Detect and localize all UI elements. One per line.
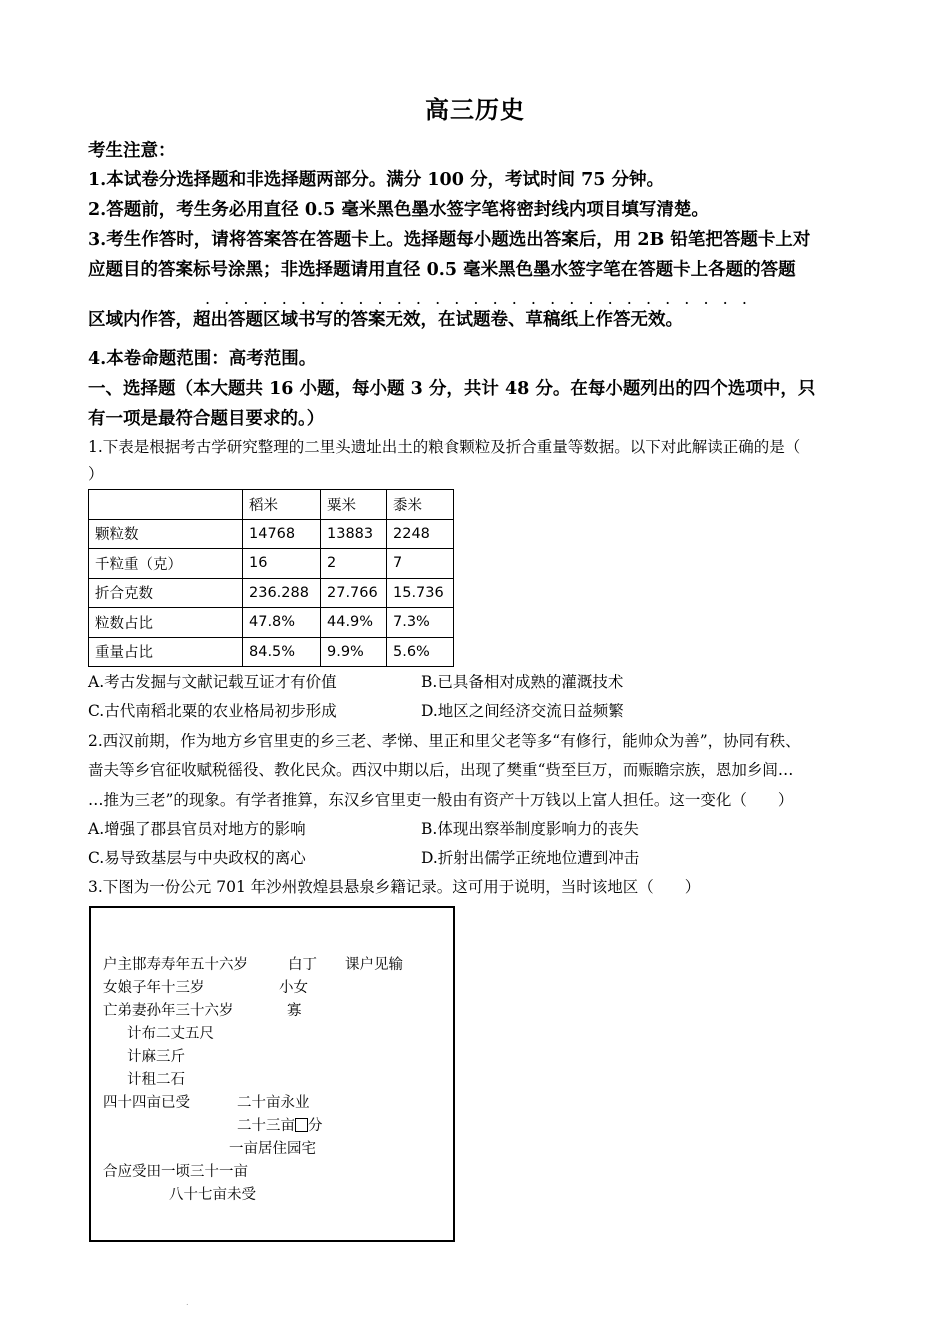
- table-row: [89, 549, 454, 579]
- record-line: 计布二丈五尺: [127, 1026, 214, 1042]
- table-cell: 千粒重（克）: [89, 549, 243, 579]
- table-header-cell: 黍米: [387, 490, 454, 520]
- record-line: 寡: [287, 1003, 302, 1019]
- record-line: 八十七亩未受: [169, 1187, 256, 1203]
- section-heading-line-1: 一、选择题（本大题共 16 小题，每小题 3 分，共计 48 分。在每小题列出的四个选项中，只: [88, 379, 816, 399]
- record-text: 分: [308, 1118, 323, 1134]
- record-line: 二十亩永业: [237, 1095, 310, 1111]
- table-cell: 236.288: [243, 578, 321, 608]
- table-row: [89, 608, 454, 638]
- q1-stem-line-1: 1.下表是根据考古学研究整理的二里头遗址出土的粮食颗粒及折合重量等数据。以下对此解读正确的是（: [88, 438, 801, 456]
- record-line: 亡弟妻孙年三十六岁: [103, 1003, 234, 1019]
- table-header-cell: 粟米: [321, 490, 387, 520]
- q2-option-c: C.易导致基层与中央政权的离心: [88, 849, 306, 867]
- notice-item-4: 4.本卷命题范围：高考范围。: [88, 349, 317, 369]
- table-cell: 15.736: [387, 578, 454, 608]
- notice-item-3-line-1: 3.考生作答时，请将答案答在答题卡上。选择题每小题选出答案后，用 2B 铅笔把答题卡上对: [88, 230, 811, 250]
- notice-item-3-line-3: 区域内作答，超出答题区域书写的答案无效，在试题卷、草稿纸上作答无效。: [88, 310, 683, 330]
- record-line: 课户见输: [345, 957, 403, 973]
- q2-stem-line-1: 2.西汉前期，作为地方乡官里吏的乡三老、孝悌、里正和里父老等多“有修行，能帅众为善”，协同有秩、: [88, 732, 801, 750]
- record-line: 计租二石: [127, 1072, 185, 1088]
- table-row: [89, 578, 454, 608]
- record-line: 女娘子年十三岁: [103, 980, 205, 996]
- section-heading-line-2: 有一项是最符合题目要求的。）: [88, 409, 325, 429]
- notice-item-2: 2.答题前，考生务必用直径 0.5 毫米黑色墨水签字笔将密封线内项目填写清楚。: [88, 200, 709, 220]
- table-cell: 折合克数: [89, 578, 243, 608]
- record-line: 一亩居住园宅: [229, 1141, 316, 1157]
- table-header-row: [89, 490, 454, 520]
- table-cell: 重量占比: [89, 637, 243, 667]
- table-cell: 7: [387, 549, 454, 579]
- table-cell: 2: [321, 549, 387, 579]
- q2-option-d: D.折射出儒学正统地位遭到冲击: [421, 849, 640, 867]
- q2-option-a: A.增强了郡县官员对地方的影响: [88, 820, 306, 838]
- q3-stem: 3.下图为一份公元 701 年沙州敦煌县悬泉乡籍记录。这可用于说明，当时该地区（ ）: [88, 878, 701, 896]
- record-line: 户主邯寿寿年五十六岁: [103, 957, 248, 973]
- table-header-cell: 稻米: [243, 490, 321, 520]
- record-line: 白丁: [288, 957, 317, 973]
- table-cell: 47.8%: [243, 608, 321, 638]
- record-text: 二十三亩: [237, 1118, 295, 1134]
- q1-option-b: B.已具备相对成熟的灌溉技术: [421, 673, 624, 691]
- table-cell: 27.766: [321, 578, 387, 608]
- q2-option-b: B.体现出察举制度影响力的丧失: [421, 820, 639, 838]
- table-row: [89, 637, 454, 667]
- table-cell: 16: [243, 549, 321, 579]
- illegible-character-box: [295, 1118, 308, 1132]
- table-cell: 9.9%: [321, 637, 387, 667]
- table-cell: 84.5%: [243, 637, 321, 667]
- grain-data-table: [88, 489, 454, 667]
- record-line: 计麻三斤: [127, 1049, 185, 1065]
- table-cell: 2248: [387, 519, 454, 549]
- table-cell: 44.9%: [321, 608, 387, 638]
- table-cell: 5.6%: [387, 637, 454, 667]
- notice-item-3-line-2: 应题目的答案标号涂黑；非选择题请用直径 0.5 毫米黑色墨水签字笔在答题卡上各题的答题: [88, 260, 796, 280]
- q1-option-d: D.地区之间经济交流日益频繁: [421, 702, 624, 720]
- table-cell: 7.3%: [387, 608, 454, 638]
- notice-heading: 考生注意：: [88, 141, 176, 161]
- q2-stem-line-2: 啬夫等乡官征收赋税徭役、教化民众。西汉中期以后，出现了樊重“赀至巨万，而赈瞻宗族，恩加乡闾…: [88, 761, 794, 779]
- table-cell: 14768: [243, 519, 321, 549]
- table-row: [89, 519, 454, 549]
- table-cell: 粒数占比: [89, 608, 243, 638]
- record-line: 合应受田一顷三十一亩: [103, 1164, 248, 1180]
- table-cell: 颗粒数: [89, 519, 243, 549]
- q2-stem-line-3: …推为三老”的现象。有学者推算，东汉乡官里吏一般由有资产十万钱以上富人担任。这一变化（ ）: [88, 791, 794, 809]
- record-line: 四十四亩已受: [103, 1095, 190, 1111]
- page-title: 高三历史: [425, 95, 525, 124]
- table-header-cell: [89, 490, 243, 520]
- q1-option-c: C.古代南稻北粟的农业格局初步形成: [88, 702, 337, 720]
- emphasis-dots: . . . . . . . . . . . . . . . . . . . . . . . . . . . . .: [205, 289, 752, 308]
- table-cell: 13883: [321, 519, 387, 549]
- q1-stem-line-2: ）: [88, 465, 104, 483]
- notice-item-1: 1.本试卷分选择题和非选择题两部分。满分 100 分，考试时间 75 分钟。: [88, 170, 665, 190]
- footer-mark: .: [186, 1298, 189, 1307]
- q1-option-a: A.考古发掘与文献记载互证才有价值: [88, 673, 337, 691]
- record-line: 小女: [279, 980, 308, 996]
- record-line: [237, 1114, 323, 1135]
- household-register-figure: [89, 906, 455, 1242]
